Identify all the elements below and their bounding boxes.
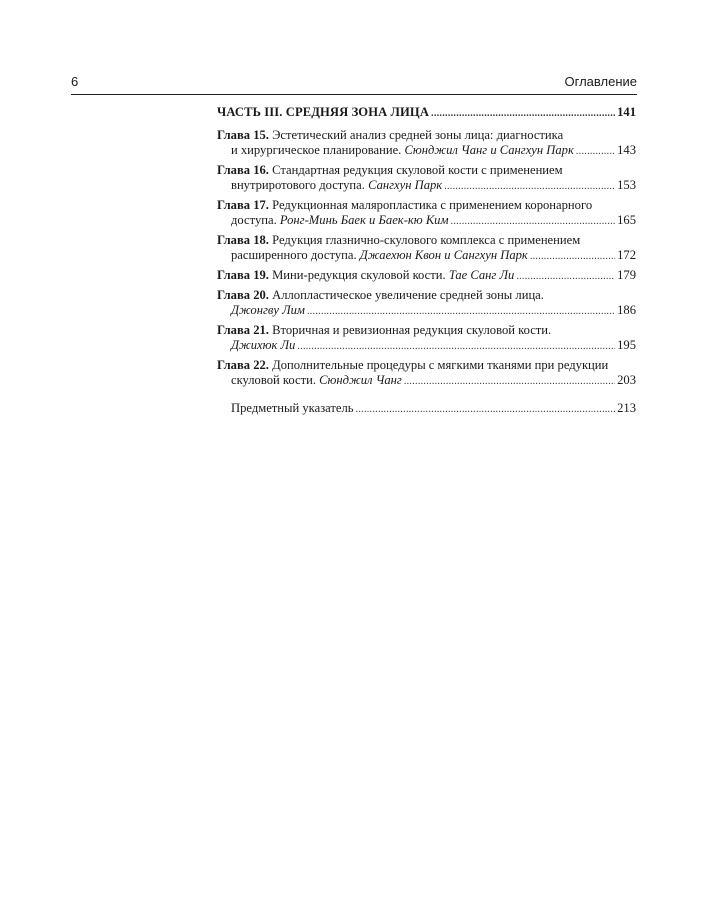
toc-entry-chapter-19[interactable]	[217, 268, 636, 284]
leader-dots	[530, 248, 615, 264]
chapter-label: Глава 20.	[217, 288, 269, 302]
leader-dots	[297, 338, 615, 354]
table-of-contents	[217, 105, 636, 417]
chapter-authors: Сюнджил Чанг и Сангхун Парк	[404, 143, 574, 157]
leader-dots	[404, 373, 615, 389]
leader-dots	[576, 143, 615, 159]
chapter-label: Глава 19.	[217, 268, 269, 282]
chapter-label: Глава 16.	[217, 163, 269, 177]
chapter-label: Глава 21.	[217, 323, 269, 337]
leader-dots	[431, 105, 615, 121]
toc-entry-chapter-15[interactable]	[217, 128, 636, 159]
toc-part-heading[interactable]	[217, 105, 636, 121]
chapter-title: Аллопластическое увеличение средней зоны лица.	[272, 288, 544, 302]
chapter-page: 186	[617, 303, 636, 317]
chapter-page: 165	[617, 213, 636, 227]
chapter-title: Дополнительные процедуры с мягкими тканями при редукции	[272, 358, 609, 372]
chapter-page: 172	[617, 248, 636, 262]
chapter-title: Стандартная редукция скуловой кости с применением	[272, 163, 563, 177]
chapter-authors: Тае Санг Ли	[448, 268, 515, 282]
chapter-title-cont: внутриротового доступа.	[231, 178, 365, 192]
chapter-authors: Джаехюн Квон и Сангхун Парк	[359, 248, 528, 262]
chapter-title: Редукционная маляропластика с применением коронарного	[272, 198, 593, 212]
chapter-authors: Джонгву Лим	[231, 303, 305, 317]
chapter-title: Эстетический анализ средней зоны лица: диагностика	[272, 128, 564, 142]
part-title: ЧАСТЬ III. СРЕДНЯЯ ЗОНА ЛИЦА	[217, 105, 430, 119]
chapter-title-cont: и хирургическое планирование.	[231, 143, 402, 157]
leader-dots	[307, 303, 615, 319]
chapter-authors: Джихюк Ли	[231, 338, 296, 352]
chapter-title: Вторичная и ревизионная редукция скуловой кости.	[272, 323, 552, 337]
chapter-label: Глава 22.	[217, 358, 269, 372]
chapter-title-cont: скуловой кости.	[231, 373, 316, 387]
chapter-authors: Сюнджил Чанг	[319, 373, 402, 387]
toc-entry-chapter-16[interactable]	[217, 163, 636, 194]
leader-dots	[451, 213, 616, 229]
leader-dots	[356, 401, 616, 417]
toc-entry-chapter-21[interactable]	[217, 323, 636, 354]
index-title: Предметный указатель	[231, 401, 354, 415]
chapter-label: Глава 15.	[217, 128, 269, 142]
leader-dots	[444, 178, 615, 194]
toc-entry-chapter-20[interactable]	[217, 288, 636, 319]
chapter-title-cont: расширенного доступа.	[231, 248, 357, 262]
chapter-label: Глава 18.	[217, 233, 269, 247]
chapter-page: 195	[617, 338, 636, 352]
toc-entry-chapter-18[interactable]	[217, 233, 636, 264]
part-page: 141	[617, 105, 636, 119]
chapter-authors: Сангхун Парк	[368, 178, 443, 192]
leader-dots	[516, 268, 615, 284]
running-header	[71, 70, 637, 95]
chapter-page: 153	[617, 178, 636, 192]
toc-entry-index[interactable]	[217, 401, 636, 417]
section-title: Оглавление	[564, 74, 637, 89]
chapter-label: Глава 17.	[217, 198, 269, 212]
chapter-title: Редукция глазнично-скулового комплекса с применением	[272, 233, 581, 247]
chapter-title-cont: доступа.	[231, 213, 277, 227]
page-number: 6	[71, 74, 79, 89]
chapter-page: 179	[617, 268, 636, 282]
chapter-authors: Ронг-Минь Баек и Баек-кю Ким	[279, 213, 449, 227]
chapter-page: 203	[617, 373, 636, 387]
chapter-title: Мини-редукция скуловой кости.	[272, 268, 446, 282]
toc-entry-chapter-22[interactable]	[217, 358, 636, 389]
toc-entry-chapter-17[interactable]	[217, 198, 636, 229]
index-page: 213	[617, 401, 636, 415]
chapter-page: 143	[617, 143, 636, 157]
